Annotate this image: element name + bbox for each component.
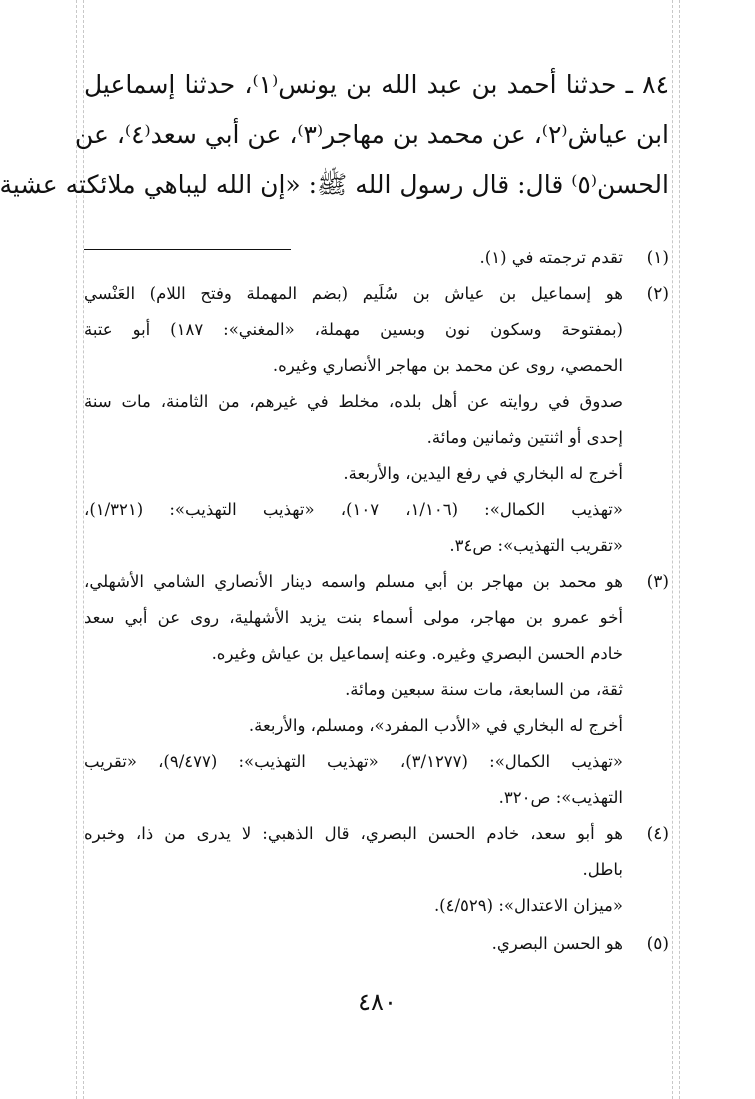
footnote-line: خادم الحسن البصري وغيره. وعنه إسماعيل بن عياش وغيره. [211, 644, 623, 663]
footnote-line: «تهذيب الكمال»: (٣/١٢٧٧)، «تهذيب التهذيب»: (٩/٤٧٧)، «تقريب [84, 752, 623, 771]
footnote-line: أخو عمرو بن مهاجر، مولى أسماء بنت يزيد الأشهلية، روى عن أبي سعد [84, 608, 623, 627]
footnote-4 [84, 816, 669, 924]
footnote-body [84, 240, 623, 276]
footnote-line: (بمفتوحة وسكون نون وبسين مهملة، «المغني»: ١٨٧) أبو عتبة [84, 320, 623, 339]
footnote-5 [84, 926, 669, 962]
footnote-body [84, 926, 623, 962]
footnote-number: (٥) [646, 934, 669, 954]
footnote-body [84, 564, 623, 816]
main-text-line: ٨٤ ـ حدثنا أحمد بن عبد الله بن يونس⁽١⁾، حدثنا إسماعيل [84, 70, 670, 99]
footnote-line: أخرج له البخاري في «الأدب المفرد»، ومسلم، والأربعة. [248, 716, 623, 735]
footnote-line: إحدى أو اثنتين وثمانين ومائة. [426, 428, 623, 447]
footnote-number: (٢) [646, 284, 669, 304]
footnote-line: «ميزان الاعتدال»: (٤/٥٢٩). [433, 896, 623, 915]
guide-line-right-outer [679, 0, 680, 1099]
footnote-line: «تهذيب الكمال»: (١/١٠٦، ١٠٧)، «تهذيب التهذيب»: (١/٣٢١)، [84, 500, 623, 519]
footnote-1 [84, 240, 669, 276]
footnote-line: هو محمد بن مهاجر بن أبي مسلم واسمه دينار الأنصاري الشامي الأشهلي، [84, 572, 623, 591]
page-number: ٤٨٠ [358, 988, 397, 1016]
footnote-3 [84, 564, 669, 816]
footnote-line: تقدم ترجمته في (١). [479, 248, 623, 267]
footnote-number: (٤) [646, 824, 669, 844]
footnote-line: هو إسماعيل بن عياش بن سُلَيم (بضم المهملة وفتح اللام) العَنْسي [84, 284, 623, 303]
footnote-body [84, 816, 623, 924]
footnote-line: الحمصي، روى عن محمد بن مهاجر الأنصاري وغيره. [272, 356, 623, 375]
footnote-line: «تقريب التهذيب»: ص٣٤. [449, 536, 623, 555]
main-text-line: الحسن⁽٥⁾ قال: قال رسول الله ﷺ: «إن الله ليباهي ملائكته عشية [0, 170, 669, 199]
footnote-number: (٣) [646, 572, 669, 592]
footnote-number: (١) [646, 248, 669, 268]
footnote-line: ثقة، من السابعة، مات سنة سبعين ومائة. [345, 680, 623, 699]
main-text-block [0, 60, 670, 210]
footnote-line: هو أبو سعد، خادم الحسن البصري، قال الذهبي: لا يدرى من ذا، وخبره [84, 824, 623, 843]
footnote-line: صدوق في روايته عن أهل بلده، مخلط في غيرهم، من الثامنة، مات سنة [84, 392, 623, 411]
footnote-2 [84, 276, 669, 564]
footnote-line: التهذيب»: ص٣٢٠. [498, 788, 623, 807]
footnote-line: هو الحسن البصري. [491, 934, 623, 953]
guide-line-right-inner [672, 0, 673, 1099]
footnote-line: باطل. [582, 860, 623, 879]
footnote-line: أخرج له البخاري في رفع اليدين، والأربعة. [343, 464, 623, 483]
footnote-body [84, 276, 623, 564]
main-text-line: ابن عياش⁽٢⁾، عن محمد بن مهاجر⁽٣⁾، عن أبي سعد⁽٤⁾، عن [74, 120, 669, 149]
